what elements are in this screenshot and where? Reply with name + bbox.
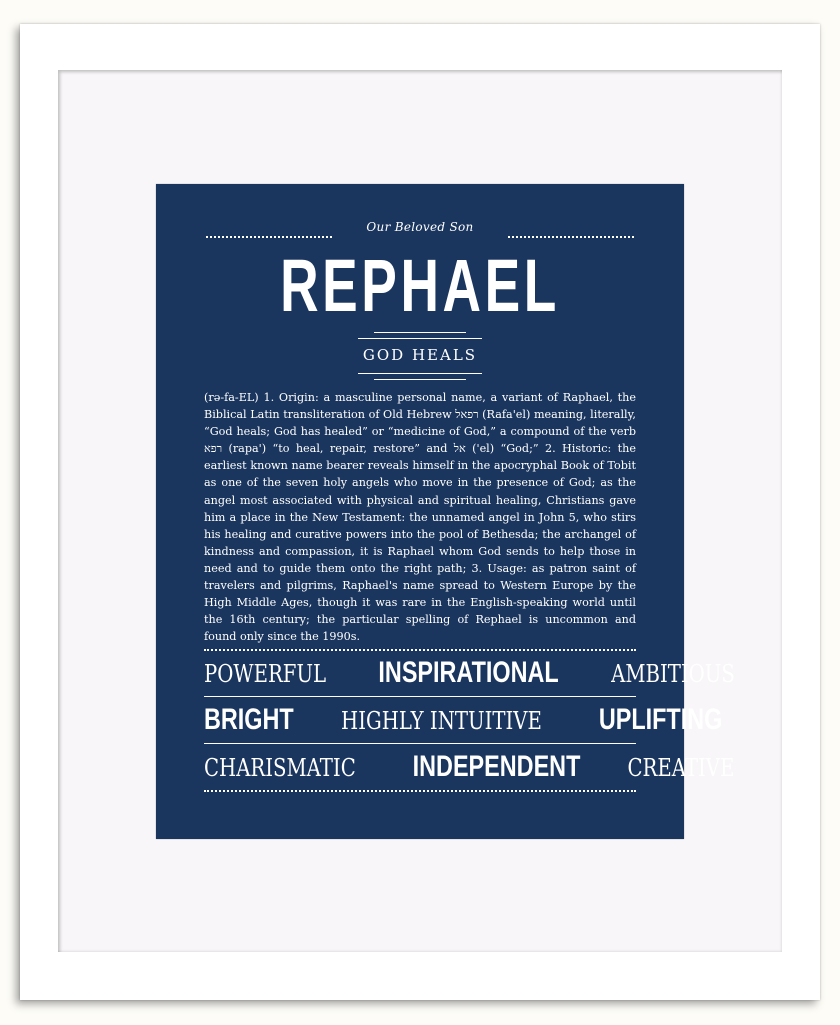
rule-lower-short bbox=[374, 379, 466, 380]
trait-word: UPLIFTING bbox=[598, 703, 723, 736]
trait-word: HIGHLY INTUITIVE bbox=[341, 707, 542, 735]
trait-row bbox=[204, 703, 723, 738]
rule-lower-long bbox=[358, 373, 482, 374]
rule-traits-1 bbox=[204, 696, 636, 697]
dotted-divider-right bbox=[508, 236, 634, 238]
trait-word: CHARISMATIC bbox=[204, 754, 356, 782]
definition-text: (rə-fa-EL) 1. Origin: a masculine personal name, a variant of Raphael, the Biblical Latin transliteration of Old Hebrew רפאל (Rafa'el) meaning, literally, “God heals; God has healed” or “medicine of God,” a compound of the verb רפא (rapa') “to heal, repair, restore” and אל ('el) “God;” 2. Historic: the earliest known name bearer reveals himself in the apocryphal Book of Tobit as one of the seven holy angels who move in the presence of God; as the angel most associated with physical and spiritual healing, Christians gave him a place in the New Testament: the unnamed angel in John 5, who stirs his healing and curative powers into the pool of Bethesda; the archangel of kindness and compassion, it is Raphael whom God sends to help those in need and to guide them onto the right path; 3. Usage: as patron saint of travelers and pilgrims, Raphael's name spread to Western Europe by the High Middle Ages, though it was rare in the English-speaking world until the 16th century; the particular spelling of Rephael is uncommon and found only since the 1990s. bbox=[204, 391, 636, 644]
trait-word: POWERFUL bbox=[204, 660, 327, 688]
trait-word: INDEPENDENT bbox=[412, 750, 581, 783]
rule-traits-2 bbox=[204, 743, 636, 744]
trait-word: AMBITIOUS bbox=[611, 660, 735, 688]
trait-word: INSPIRATIONAL bbox=[378, 656, 559, 689]
trait-word: CREATIVE bbox=[627, 754, 735, 782]
name-meaning: GOD HEALS bbox=[362, 346, 478, 364]
traits-block bbox=[204, 750, 735, 785]
rule-upper-short bbox=[374, 332, 466, 333]
tagline: Our Beloved Son bbox=[366, 220, 474, 234]
name-definition bbox=[204, 389, 636, 645]
trait-row bbox=[204, 750, 735, 785]
dotted-divider-left bbox=[206, 236, 332, 238]
traits-block bbox=[204, 703, 723, 738]
name-title: REPHAEL bbox=[280, 244, 560, 327]
dotted-divider-traits-bottom bbox=[204, 790, 636, 792]
rule-upper-long bbox=[358, 338, 482, 339]
name-print bbox=[156, 184, 735, 839]
dotted-divider-traits-top bbox=[204, 649, 636, 651]
trait-word: BRIGHT bbox=[204, 703, 294, 736]
traits-block bbox=[204, 656, 735, 691]
trait-row bbox=[204, 656, 735, 691]
